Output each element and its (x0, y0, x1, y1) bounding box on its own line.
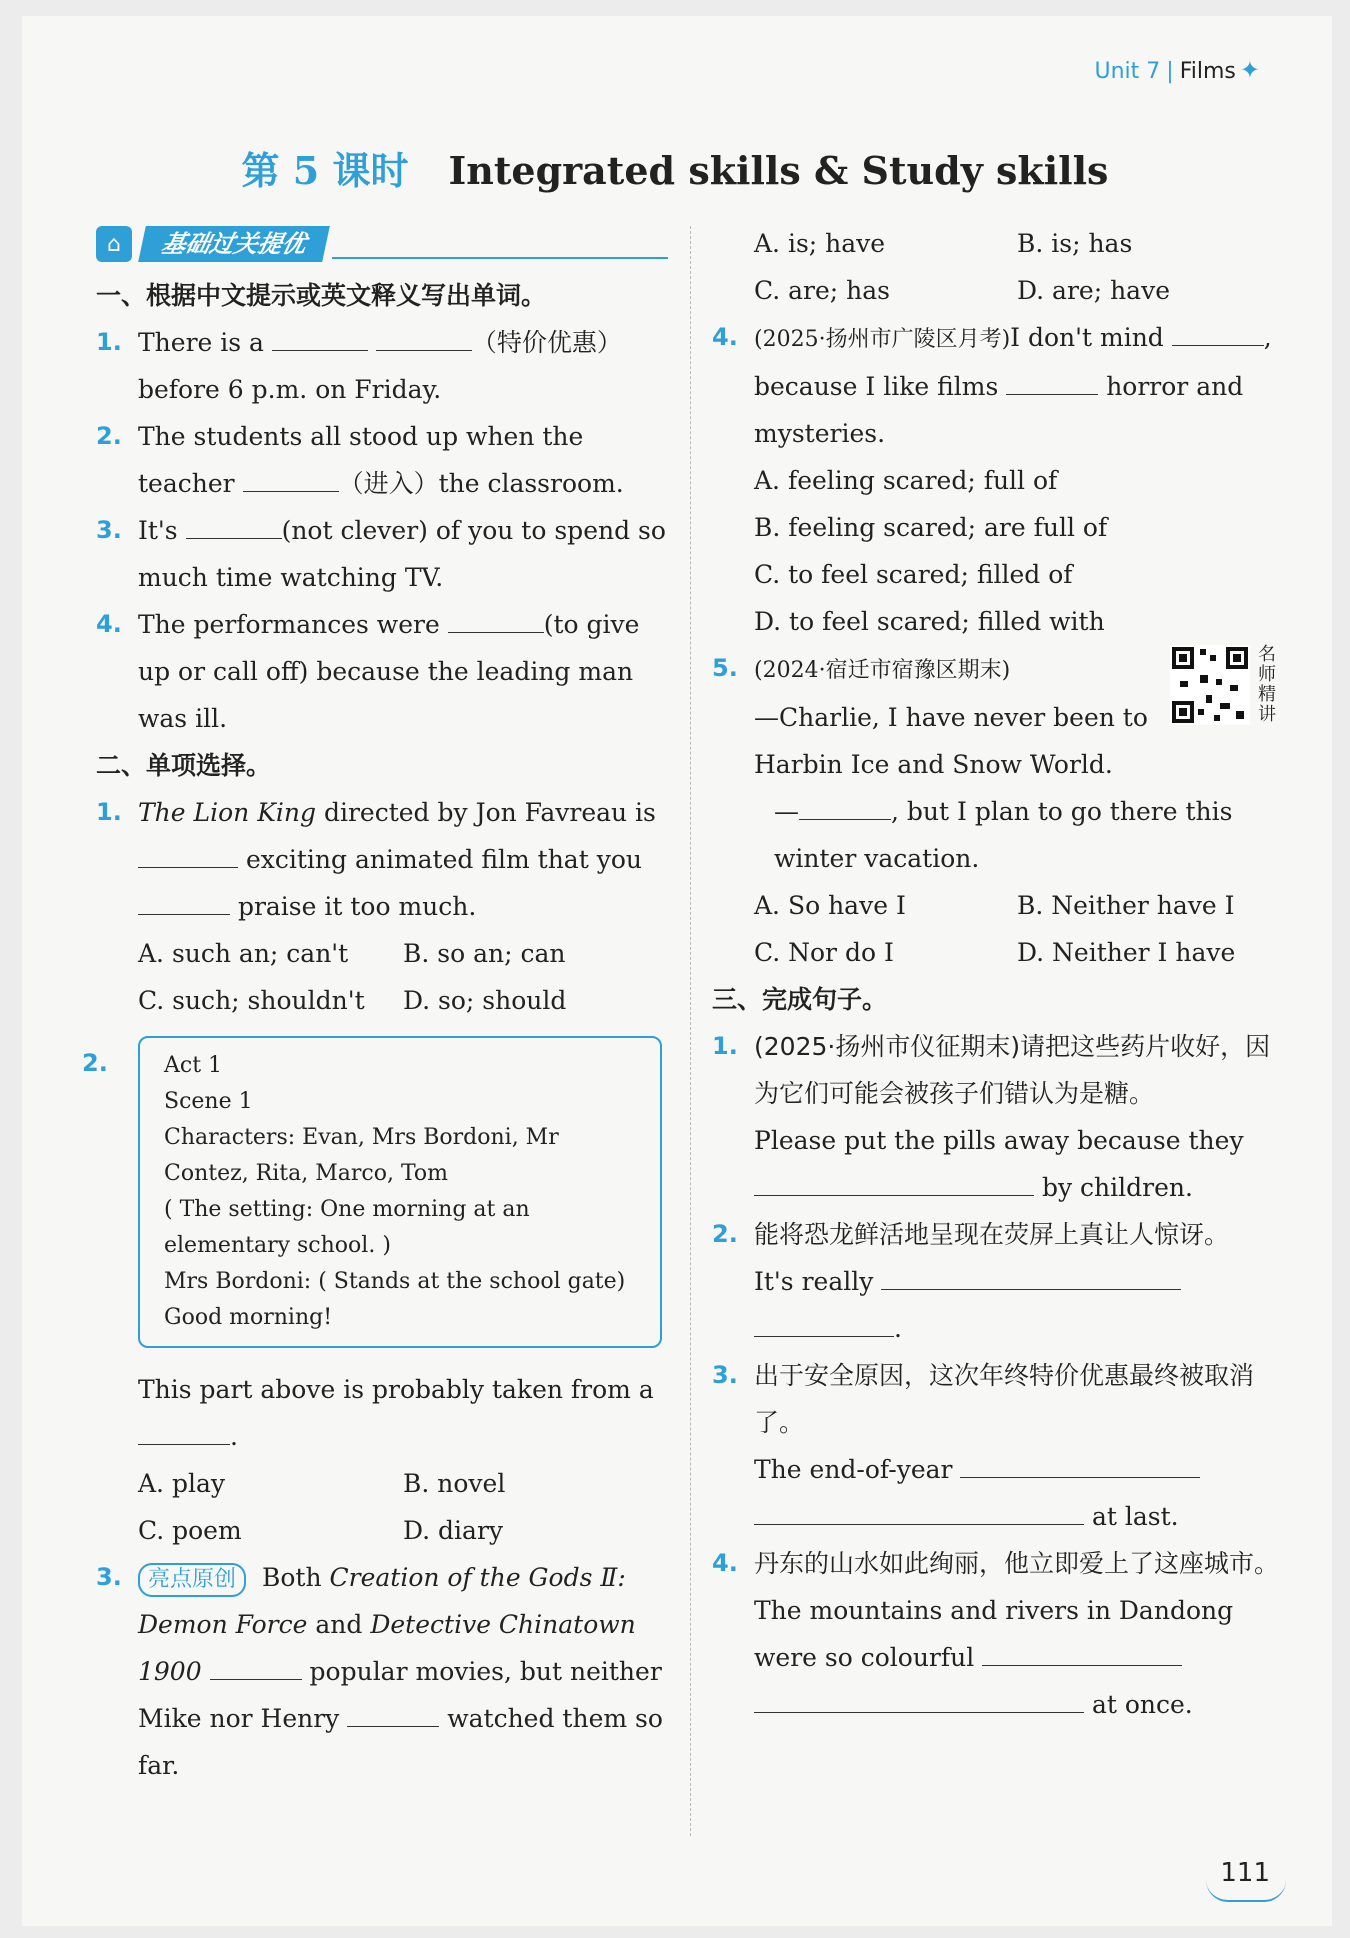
option-d[interactable]: D. are; have (1017, 276, 1170, 305)
part2-q2: 2. Act 1 Scene 1 Characters: Evan, Mrs Bordoni, Mr Contez, Rita, Marco, Tom ( The setting: One morning at an elementary school. ) Mrs Bordoni: ( Stands at the school gate) Good morning! This part above is probably taken from a . A. play B. novel C. poem D. diary (96, 1036, 668, 1554)
option-d[interactable]: D. Neither I have (1017, 938, 1236, 967)
part2-q4: 4. (2025·扬州市广陵区月考)I don't mind , because I like films horror and mysteries. (712, 314, 1280, 457)
option-b[interactable]: B. feeling scared; are full of (754, 513, 1108, 542)
answer-blank[interactable] (448, 602, 544, 633)
option-b[interactable]: B. is; has (1017, 229, 1133, 258)
part1-heading: 一、根据中文提示或英文释义写出单词。 (96, 281, 547, 310)
part2-q5: 5. (2024·宿迁市宿豫区期末) 名师精讲 —Charlie, I have never been to Harbin Ice and Snow World. (712, 645, 1280, 788)
option-d[interactable]: D. so; should (403, 986, 567, 1015)
section-banner (96, 220, 668, 268)
lesson-title: Integrated skills & Study skills (448, 148, 1109, 193)
part3-q1: 1. (2025·扬州市仪征期末)请把这些药片收好，因为它们可能会被孩子们错认为是糖。 Please put the pills away because they by children. (712, 1032, 1271, 1202)
part1-q3: 3. It's (not clever) of you to spend so much time watching TV. (96, 507, 668, 601)
option-c[interactable]: C. poem (138, 1516, 242, 1545)
part1-q1: 1. There is a （特价优惠）before 6 p.m. on Friday. (96, 319, 668, 413)
option-c[interactable]: C. Nor do I (754, 938, 894, 967)
options-row (712, 882, 1280, 929)
qr-code-icon[interactable] (1170, 645, 1250, 725)
option-d[interactable]: D. to feel scared; filled with (754, 607, 1105, 636)
original-tag-badge: 亮点原创 (138, 1563, 246, 1597)
page-number: 111 (1220, 1858, 1270, 1888)
unit-header: Unit 7 | Films ✦ (1094, 56, 1260, 84)
page-title (0, 140, 1350, 195)
answer-blank[interactable] (138, 884, 230, 915)
answer-blank[interactable] (754, 1306, 894, 1337)
answer-blank[interactable] (754, 1494, 1084, 1525)
answer-blank[interactable] (210, 1649, 302, 1680)
option-a[interactable]: A. is; have (754, 229, 886, 258)
part3-q4: 4. 丹东的山水如此绚丽，他立即爱上了这座城市。 The mountains and rivers in Dandong were so colourful at once. (712, 1549, 1280, 1719)
answer-blank[interactable] (1006, 364, 1098, 395)
part1-q2: 2. The students all stood up when the teacher （进入）the classroom. (96, 422, 624, 498)
answer-blank[interactable] (1172, 315, 1264, 346)
lesson-label: 第 5 课时 (241, 148, 409, 193)
answer-blank[interactable] (754, 1165, 1034, 1196)
left-column (82, 220, 668, 1789)
column-divider (690, 226, 691, 1836)
answer-blank[interactable] (243, 461, 339, 492)
option-b[interactable]: B. Neither have I (1017, 891, 1235, 920)
section-banner-label: 基础过关提优 (138, 226, 330, 262)
options-row (712, 220, 1280, 267)
right-column: A. is; have B. is; has C. are; has D. are; have 4. (2025·扬州市广陵区月考)I don't mind , because I like films horror and mysteries. A. feeling scared; full of B. feeling scared; are full of C. to feel scared; filled of D. to feel scared; filled with 5. (2024·宿迁市宿豫区期末) 名师精讲 —Charlie, I have never been to Harbin Ice and Snow World. — , but I plan to go there this winter vacation. A. So have I B. Neither have I C. Nor do I D. Neither I have 三、完成句子。 1. (2025·扬州市仪征期末)请把这些药片收好，因为它们可能会被孩子们错认为是糖。 Please put the pills away because they by children. 2. 能将恐龙鲜活地呈现在荧屏上真让人惊讶。 It's really . 3. 出于安全原因，这次年终特价优惠最终被取消了。 The end-of-year at last. 4. 丹东的山水如此绚丽，他立即爱上了这座城市。 The mountains and rivers in Dandong were so colourful at once. (712, 220, 1280, 1728)
part3-q2: 2. 能将恐龙鲜活地呈现在荧屏上真让人惊讶。 It's really . (712, 1220, 1230, 1343)
answer-blank[interactable] (799, 789, 891, 820)
option-b[interactable]: B. so an; can (403, 939, 566, 968)
option-a[interactable]: A. play (138, 1469, 225, 1498)
home-icon: ⌂ (96, 226, 132, 262)
answer-blank[interactable] (960, 1447, 1200, 1478)
answer-blank[interactable] (347, 1696, 439, 1727)
answer-blank[interactable] (881, 1259, 1181, 1290)
options-row (712, 929, 1280, 976)
option-a[interactable]: A. So have I (754, 891, 906, 920)
answer-blank[interactable] (982, 1635, 1182, 1666)
sparkle-icon: ✦ (1239, 56, 1260, 84)
options-row (712, 267, 1280, 314)
answer-blank[interactable] (138, 837, 238, 868)
part1-q4: 4. The performances were (to give up or call off) because the leading man was ill. (96, 601, 668, 742)
answer-blank[interactable] (754, 1682, 1084, 1713)
part3-q3: 3. 出于安全原因，这次年终特价优惠最终被取消了。 The end-of-year at last. (712, 1361, 1255, 1531)
part2-heading: 二、单项选择。 (96, 751, 272, 780)
script-excerpt-box: Act 1 Scene 1 Characters: Evan, Mrs Bordoni, Mr Contez, Rita, Marco, Tom ( The setting: One morning at an elementary school. ) Mrs Bordoni: ( Stands at the school gate) Good morning! (138, 1036, 662, 1348)
topic-label: Films (1179, 59, 1236, 84)
options-row (96, 1507, 668, 1554)
answer-blank[interactable] (138, 1414, 230, 1445)
option-a[interactable]: A. feeling scared; full of (754, 466, 1058, 495)
option-c[interactable]: C. such; shouldn't (138, 986, 365, 1015)
answer-blank[interactable] (376, 320, 472, 351)
option-a[interactable]: A. such an; can't (138, 939, 349, 968)
expert-explain-label: 名师精讲 (1258, 644, 1276, 725)
options-row (96, 977, 668, 1024)
option-d[interactable]: D. diary (403, 1516, 504, 1545)
answer-blank[interactable] (186, 508, 282, 539)
unit-label: Unit 7 (1094, 59, 1161, 84)
part3-heading: 三、完成句子。 (712, 985, 888, 1014)
part2-q3: 3. 亮点原创 Both Creation of the Gods Ⅱ: Demon Force and Detective Chinatown 1900 popular movies, but neither Mike nor Henry watched them so far. (96, 1563, 663, 1780)
part2-q1: 1. The Lion King directed by Jon Favreau is exciting animated film that you praise it too much. (96, 798, 656, 921)
option-b[interactable]: B. novel (403, 1469, 506, 1498)
option-c[interactable]: C. to feel scared; filled of (754, 560, 1073, 589)
options-row (96, 930, 668, 977)
answer-blank[interactable] (272, 320, 368, 351)
option-c[interactable]: C. are; has (754, 276, 890, 305)
options-row (96, 1460, 668, 1507)
